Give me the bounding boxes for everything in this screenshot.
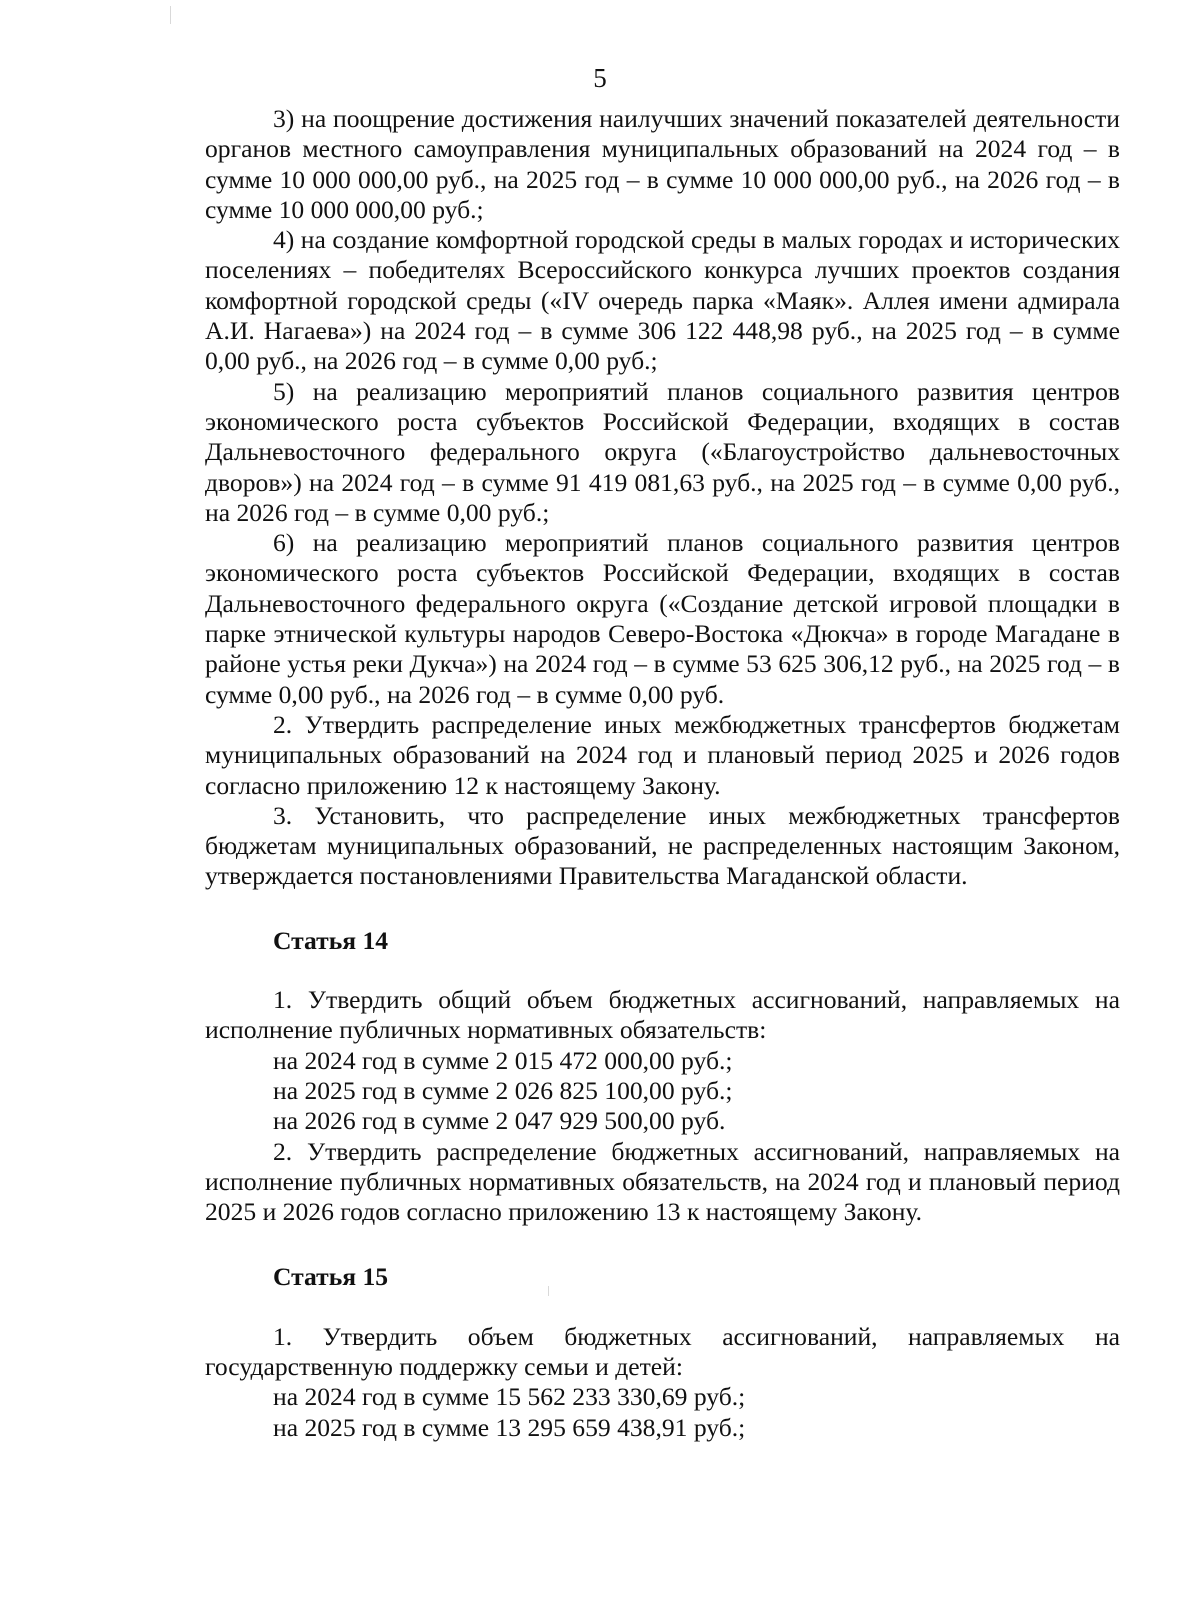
paragraph-item-3: 3) на поощрение достижения наилучших значений показателей деятельности органов местного самоуправления муниципальных образований на 2024 год – в сумме 10 000 000,00 руб., на 2025 год – в сумме 10 000 000,00 руб., на 2026 год – в сумме 10 000 000,00 руб.; <box>205 104 1120 224</box>
article-14-amount-2026: на 2026 год в сумме 2 047 929 500,00 руб. <box>273 1106 726 1136</box>
document-body <box>205 104 1120 1443</box>
paragraph-clause-3: 3. Установить, что распределение иных межбюджетных трансфертов бюджетам муниципальных образований, не распределенных настоящим Законом, утверждается постановлениями Правительства Магаданской области. <box>205 800 1120 891</box>
scan-mark <box>170 6 171 24</box>
article-15-heading: Статья 15 <box>273 1262 389 1292</box>
article-14-heading: Статья 14 <box>273 925 389 955</box>
article-14-amount-2025: на 2025 год в сумме 2 026 825 100,00 руб.; <box>273 1075 733 1105</box>
paragraph-item-5: 5) на реализацию мероприятий планов социального развития центров экономического роста субъектов Российской Федерации, входящих в состав Дальневосточного федерального округа («Благоустройство дальневосточных дворов») на 2024 год – в сумме 91 419 081,63 руб., на 2025 год – в сумме 0,00 руб., на 2026 год – в сумме 0,00 руб.; <box>205 376 1120 527</box>
article-14-clause-1: 1. Утвердить общий объем бюджетных ассигнований, направляемых на исполнение публичных нормативных обязательств: <box>205 985 1120 1045</box>
article-15-amount-2024: на 2024 год в сумме 15 562 233 330,69 руб.; <box>273 1382 746 1412</box>
paragraph-item-4: 4) на создание комфортной городской среды в малых городах и исторических поселениях – победителях Всероссийского конкурса лучших проектов создания комфортной городской среды («IV очередь парка «Маяк». Аллея имени адмирала А.И. Нагаева») на 2024 год – в сумме 306 122 448,98 руб., на 2025 год – в сумме 0,00 руб., на 2026 год – в сумме 0,00 руб.; <box>205 225 1120 376</box>
paragraph-clause-2: 2. Утвердить распределение иных межбюджетных трансфертов бюджетам муниципальных образований на 2024 год и плановый период 2025 и 2026 годов согласно приложению 12 к настоящему Закону. <box>205 709 1120 800</box>
article-14-clause-2: 2. Утвердить распределение бюджетных ассигнований, направляемых на исполнение публичных нормативных обязательств, на 2024 год и плановый период 2025 и 2026 годов согласно приложению 13 к настоящему Закону. <box>205 1136 1120 1227</box>
article-15-clause-1: 1. Утвердить объем бюджетных ассигнований, направляемых на государственную поддержку семьи и детей: <box>205 1321 1120 1381</box>
page-number: 5 <box>593 63 607 93</box>
paragraph-item-6: 6) на реализацию мероприятий планов социального развития центров экономического роста субъектов Российской Федерации, входящих в состав Дальневосточного федерального округа («Создание детской игровой площадки в парке этнической культуры народов Северо-Востока «Дюкча» в городе Магадане в районе устья реки Дукча») на 2024 год – в сумме 53 625 306,12 руб., на 2025 год – в сумме 0,00 руб., на 2026 год – в сумме 0,00 руб. <box>205 528 1120 709</box>
article-14-amount-2024: на 2024 год в сумме 2 015 472 000,00 руб.; <box>273 1045 733 1075</box>
article-15-amount-2025: на 2025 год в сумме 13 295 659 438,91 руб.; <box>273 1412 746 1442</box>
